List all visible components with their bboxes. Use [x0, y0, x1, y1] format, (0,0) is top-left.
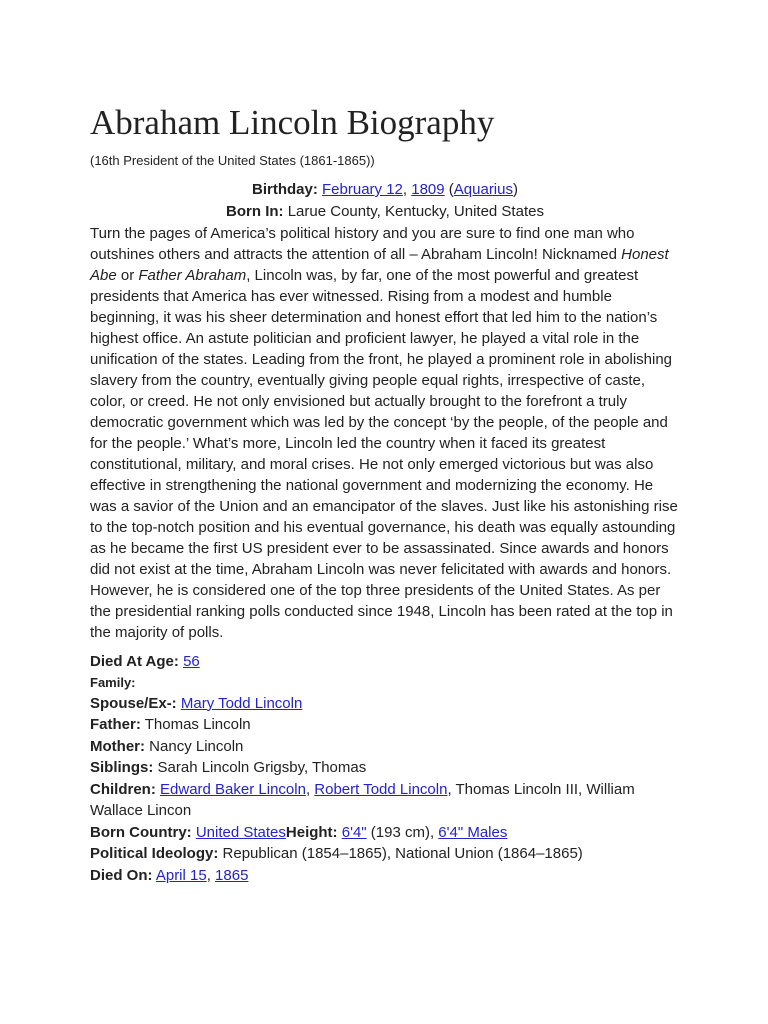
born-country-link[interactable]: United States	[195, 823, 286, 841]
birthday-row: Birthday: February 12, 1809 (Aquarius)	[252, 181, 518, 198]
died-on-label: Died On:	[90, 866, 153, 884]
mother-row	[90, 736, 680, 758]
family-heading: Family:	[90, 674, 136, 690]
child-link-robert[interactable]: Robert Todd Lincoln	[314, 780, 448, 798]
died-on-date-link[interactable]: April 15	[155, 866, 207, 884]
nickname-honest-abe: Honest Abe	[90, 246, 669, 284]
born-in-row	[90, 201, 680, 223]
died-on-row: Died On: April 15, 1865	[90, 866, 249, 884]
birth-info	[90, 179, 680, 223]
ideology-value: Republican (1854–1865), National Union (1864–1865)	[222, 845, 583, 862]
children-row: Children: Edward Baker Lincoln, Robert Todd Lincoln, Thomas Lincoln III, William Wallace Lincon	[90, 780, 635, 819]
ideology-label: Political Ideology:	[90, 845, 219, 862]
siblings-value: Sarah Lincoln Grigsby, Thomas	[157, 759, 367, 776]
born-country-row	[90, 822, 680, 844]
mother-label: Mother:	[90, 737, 145, 755]
birthday-date-link[interactable]: February 12	[322, 181, 403, 198]
born-in-label: Born In:	[226, 203, 284, 220]
children-label: Children:	[90, 780, 156, 798]
children-rest: , Thomas Lincoln III, William Wallace Lincon	[90, 780, 635, 819]
nickname-father-abraham: Father Abraham	[138, 267, 247, 284]
height-link[interactable]: 6'4"	[341, 823, 367, 841]
died-at-age-label: Died At Age:	[90, 653, 179, 670]
zodiac-link[interactable]: Aquarius	[453, 181, 513, 198]
died-at-age-row	[90, 651, 680, 673]
born-in-value: Larue County, Kentucky, United States	[287, 203, 544, 220]
child-link-edward[interactable]: Edward Baker Lincoln	[160, 780, 306, 798]
page-title: Abraham Lincoln Biography	[90, 103, 495, 142]
died-at-age-link[interactable]: 56	[183, 653, 200, 670]
ideology-row	[90, 843, 680, 865]
birthday-label: Birthday:	[252, 181, 318, 198]
father-row	[90, 714, 680, 736]
siblings-label: Siblings:	[90, 759, 154, 776]
page-subtitle: (16th President of the United States (1861-1865))	[90, 153, 375, 168]
height-cm: (193 cm),	[366, 823, 439, 841]
father-value: Thomas Lincoln	[144, 716, 251, 733]
facts-list	[90, 651, 680, 886]
birthday-year-link[interactable]: 1809	[411, 181, 445, 198]
born-country-label: Born Country:	[90, 823, 192, 841]
height-label: Height:	[285, 823, 338, 841]
father-label: Father:	[90, 716, 141, 733]
height-males-link[interactable]: 6'4" Males	[438, 823, 508, 841]
died-on-year-link[interactable]: 1865	[215, 866, 249, 884]
spouse-row	[90, 693, 680, 715]
mother-value: Nancy Lincoln	[149, 737, 244, 755]
siblings-row	[90, 757, 680, 779]
spouse-label: Spouse/Ex-:	[90, 694, 177, 712]
biography-paragraph: Turn the pages of America’s political history and you are sure to find one man who outshines others and attracts the attention of all – Abraham Lincoln! Nicknamed Honest Abe or Father Abraham, Lincoln was, by far, one of the most powerful and greatest presidents that America has ever witnessed. Rising from a modest and humble beginning, it was his sheer determination and honest effort that led him to the nation’s highest office. An astute politician and proficient lawyer, he played a vital role in the unification of the states. Leading from the front, he played a prominent role in abolishing slavery from the country, eventually giving people equal rights, irrespective of caste, color, or creed. He not only envisioned but actually brought to the forefront a truly democratic government which was led by the concept ‘by the people, of the people and for the people.’ What’s more, Lincoln led the country when it faced its greatest constitutional, military, and moral crises. He not only emerged victorious but was also effective in strengthening the national government and modernizing the economy. He was a savior of the Union and an emancipator of the slaves. Just like his astonishing rise to the top-notch position and his eventual governance, his death was equally astounding as he became the first US president ever to be assassinated. Since awards and honors did not exist at the time, Abraham Lincoln was never felicitated with awards and honors. However, he is considered one of the top three presidents of the United States. As per the presidential ranking polls conducted since 1948, Lincoln has been rated at the top in the majority of polls.	[90, 225, 678, 641]
spouse-link[interactable]: Mary Todd Lincoln	[180, 694, 303, 712]
